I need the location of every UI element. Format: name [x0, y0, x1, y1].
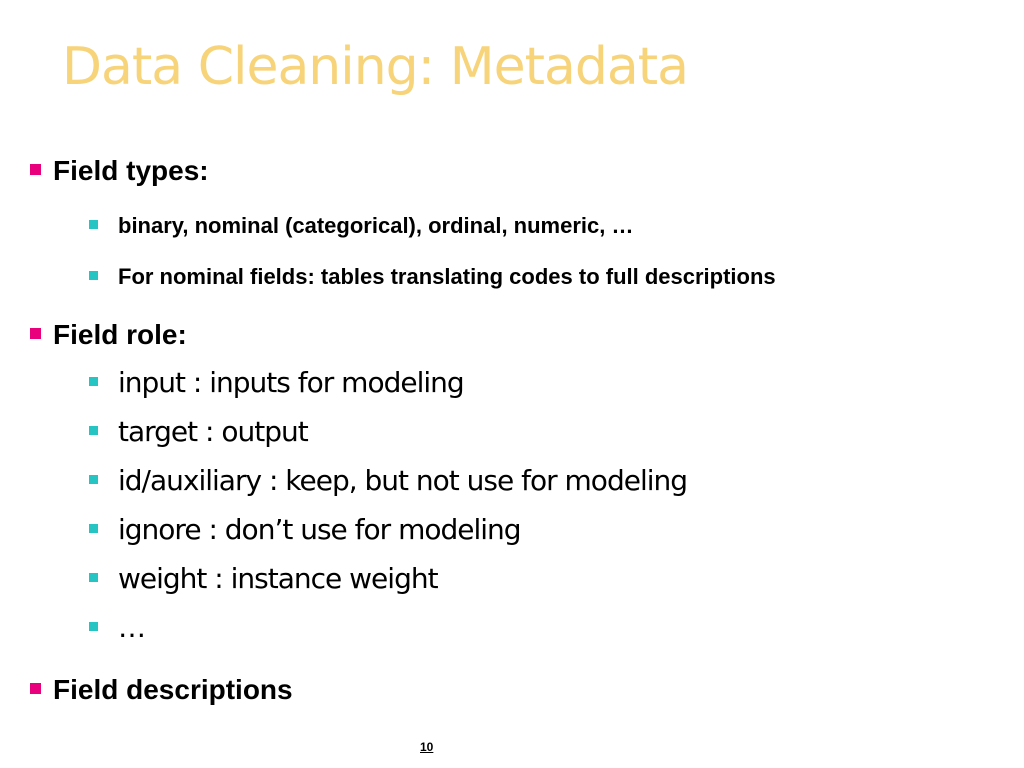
bullet-text: input : inputs for modeling — [118, 366, 464, 399]
sub-bullet-ignore — [118, 513, 521, 547]
bullet-text: binary, nominal (categorical), ordinal, numeric, … — [118, 213, 634, 238]
square-bullet-icon — [89, 573, 98, 582]
sub-bullet-input — [118, 366, 464, 400]
bullet-field-descriptions — [53, 673, 293, 707]
page-number: 10 — [420, 740, 434, 754]
bullet-field-role — [53, 318, 187, 352]
square-bullet-icon — [89, 475, 98, 484]
bullet-text: id/auxiliary : keep, but not use for modeling — [118, 464, 688, 497]
square-bullet-icon — [89, 622, 98, 631]
bullet-text: weight : instance weight — [118, 562, 438, 595]
square-bullet-icon — [89, 271, 98, 280]
square-bullet-icon — [89, 426, 98, 435]
bullet-text: target : output — [118, 415, 308, 448]
sub-bullet-field-type-list — [118, 213, 633, 239]
slide-title: Data Cleaning: Metadata — [62, 37, 688, 97]
sub-bullet-ellipsis — [118, 611, 145, 645]
sub-bullet-id-auxiliary — [118, 464, 687, 498]
bullet-text: For nominal fields: tables translating codes to full descriptions — [118, 264, 776, 289]
square-bullet-icon — [89, 524, 98, 533]
square-bullet-icon — [89, 377, 98, 386]
sub-bullet-weight — [118, 562, 438, 596]
bullet-text: … — [118, 611, 145, 644]
bullet-text: Field types: — [53, 155, 209, 186]
bullet-field-types — [53, 154, 209, 188]
square-bullet-icon — [30, 683, 41, 694]
square-bullet-icon — [30, 164, 41, 175]
bullet-text: Field role: — [53, 319, 187, 350]
sub-bullet-nominal-fields — [118, 264, 776, 290]
square-bullet-icon — [89, 220, 98, 229]
bullet-text: ignore : don’t use for modeling — [118, 513, 521, 546]
bullet-text: Field descriptions — [53, 674, 293, 705]
square-bullet-icon — [30, 328, 41, 339]
sub-bullet-target — [118, 415, 308, 449]
